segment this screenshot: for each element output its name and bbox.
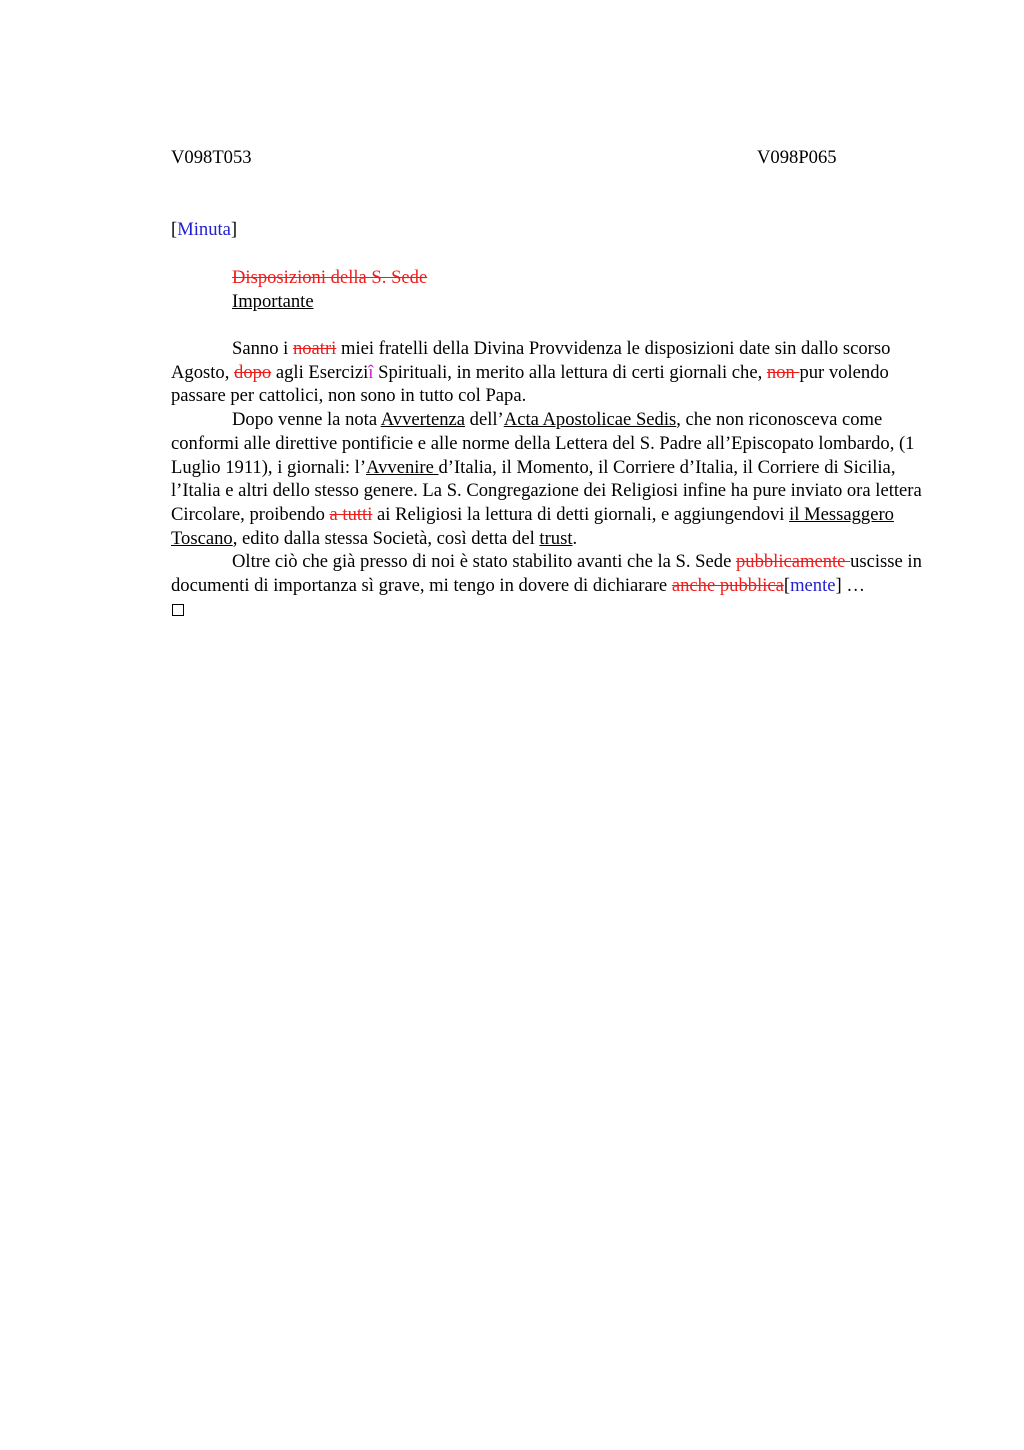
underlined-text: Avvertenza [380, 409, 466, 431]
underlined-text: Avvenire [366, 456, 439, 478]
text-run: miei fratelli della Divina Provvidenza le disposizioni date sin dallo scorso Agosto, [171, 338, 891, 383]
paragraph-1 [171, 337, 931, 408]
heading-importante: Importante [232, 291, 314, 312]
deleted-text: noatri [292, 338, 337, 359]
underlined-text: Acta Apostolicae Sedis [503, 409, 677, 431]
deleted-text: a tutti [329, 503, 373, 525]
deleted-text: pubblicamente [735, 551, 851, 573]
text-run: , edito dalla stessa Società, così detta del [232, 527, 540, 549]
text-run: agli Esercizi [271, 361, 369, 383]
text-run: ai Religiosi la lettura di detti giornali, e aggiungendovi [372, 503, 790, 525]
paragraph-3 [171, 550, 931, 597]
end-marker [171, 598, 931, 622]
text-run: Sanno i [232, 338, 293, 359]
underlined-text: trust [539, 527, 573, 549]
text-run: Spirituali, in merito alla lettura di certi giornali che, [373, 361, 767, 383]
minuta-label [171, 218, 237, 242]
text-run: … [841, 575, 865, 597]
inserted-text: î [368, 361, 374, 383]
text-run: pur volendo passare per cattolici, non sono in tutto col Papa. [171, 361, 889, 407]
heading-block [232, 266, 427, 314]
minuta-close-bracket: ] [230, 219, 238, 240]
minuta-text: Minuta [177, 219, 231, 240]
text-run: d’Italia, il Momento, il Corriere d’Italia, il Corriere di Sicilia, l’Italia e altri dello stesso genere. La S. Congregazione dei Religiosi infine ha pure inviato ora lettera Circolare, proibendo [171, 456, 922, 525]
text-run: dell’ [465, 409, 504, 431]
struck-heading: Disposizioni della S. Sede [232, 267, 428, 288]
minuta-open-bracket: [ [171, 219, 178, 240]
deleted-text: anche pubblica [671, 575, 784, 597]
document-code-left: V098T053 [171, 147, 252, 168]
text-run: uscisse in documenti di importanza sì grave, mi tengo in dovere di dichiarare [171, 551, 922, 597]
text-run: Dopo venne la nota [232, 409, 381, 431]
body-text [171, 337, 931, 621]
deleted-text: non [766, 361, 800, 383]
bracket-open: [ [783, 575, 791, 597]
document-code-right: V098P065 [757, 147, 837, 168]
text-run: , che non riconosceva come conformi alle direttive pontificie e alle norme della Lettera del S. Padre all’Episcopato lombardo, (1 Luglio 1911), i giornali: l’ [171, 409, 915, 478]
text-run: Oltre ciò che già presso di noi è stato stabilito avanti che la S. Sede [232, 551, 736, 573]
paragraph-2 [171, 408, 931, 550]
end-box-icon [172, 604, 184, 616]
editorial-insertion: mente [790, 575, 836, 597]
underlined-text: il Messaggero Toscano [171, 503, 894, 549]
deleted-text: dopo [234, 361, 272, 383]
bracket-close: ] [835, 575, 842, 597]
text-run: . [572, 527, 578, 549]
